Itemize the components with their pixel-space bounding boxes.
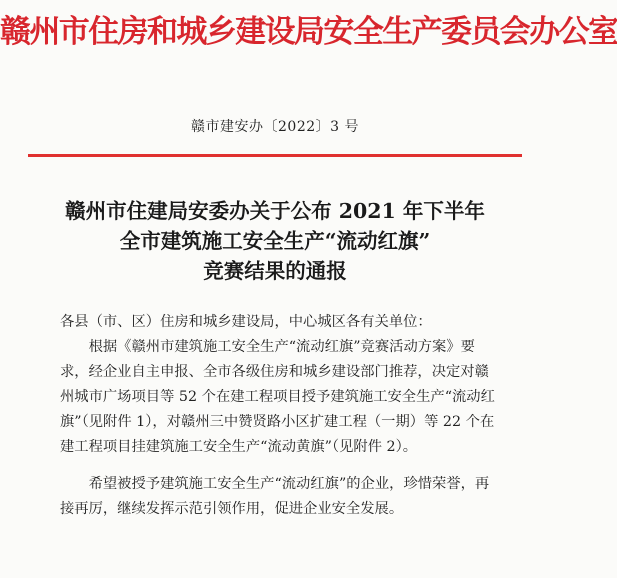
notice-title-line-3: 竞赛结果的通报 [203, 259, 347, 283]
body-paragraph: 希望被授予建筑施工安全生产“流动红旗”的企业，珍惜荣誉，再接再厉，继续发挥示范引领作用，促进企业安全发展。 [60, 476, 490, 517]
document-number: 赣市建安办〔2022〕3 号 [191, 119, 359, 135]
notice-body [60, 310, 500, 522]
notice-title-line-1: 赣州市住建局安委办关于公布 2021 年下半年 [65, 199, 485, 223]
body-paragraph: 根据《赣州市建筑施工安全生产“流动红旗”竞赛活动方案》要求，经企业自主申报、全市各级住房和城乡建设部门推荐，决定对赣州城市广场项目等 52 个在建工程项目授予建筑施工安全生产“流动红旗”（见附件 1），对赣州三中赞贤路小区扩建工程（一期）等 22 个在建工程项目挂建筑施工安全生产“流动黄旗”（见附件 2）。 [60, 339, 495, 455]
issuing-office-title: 赣州市住房和城乡建设局安全生产委员会办公室 [0, 14, 617, 50]
red-divider-line [28, 154, 522, 157]
salutation: 各县（市、区）住房和城乡建设局，中心城区各有关单位： [60, 314, 432, 330]
notice-title-line-2: 全市建筑施工安全生产“流动红旗” [119, 229, 431, 253]
notice-title [0, 196, 550, 286]
